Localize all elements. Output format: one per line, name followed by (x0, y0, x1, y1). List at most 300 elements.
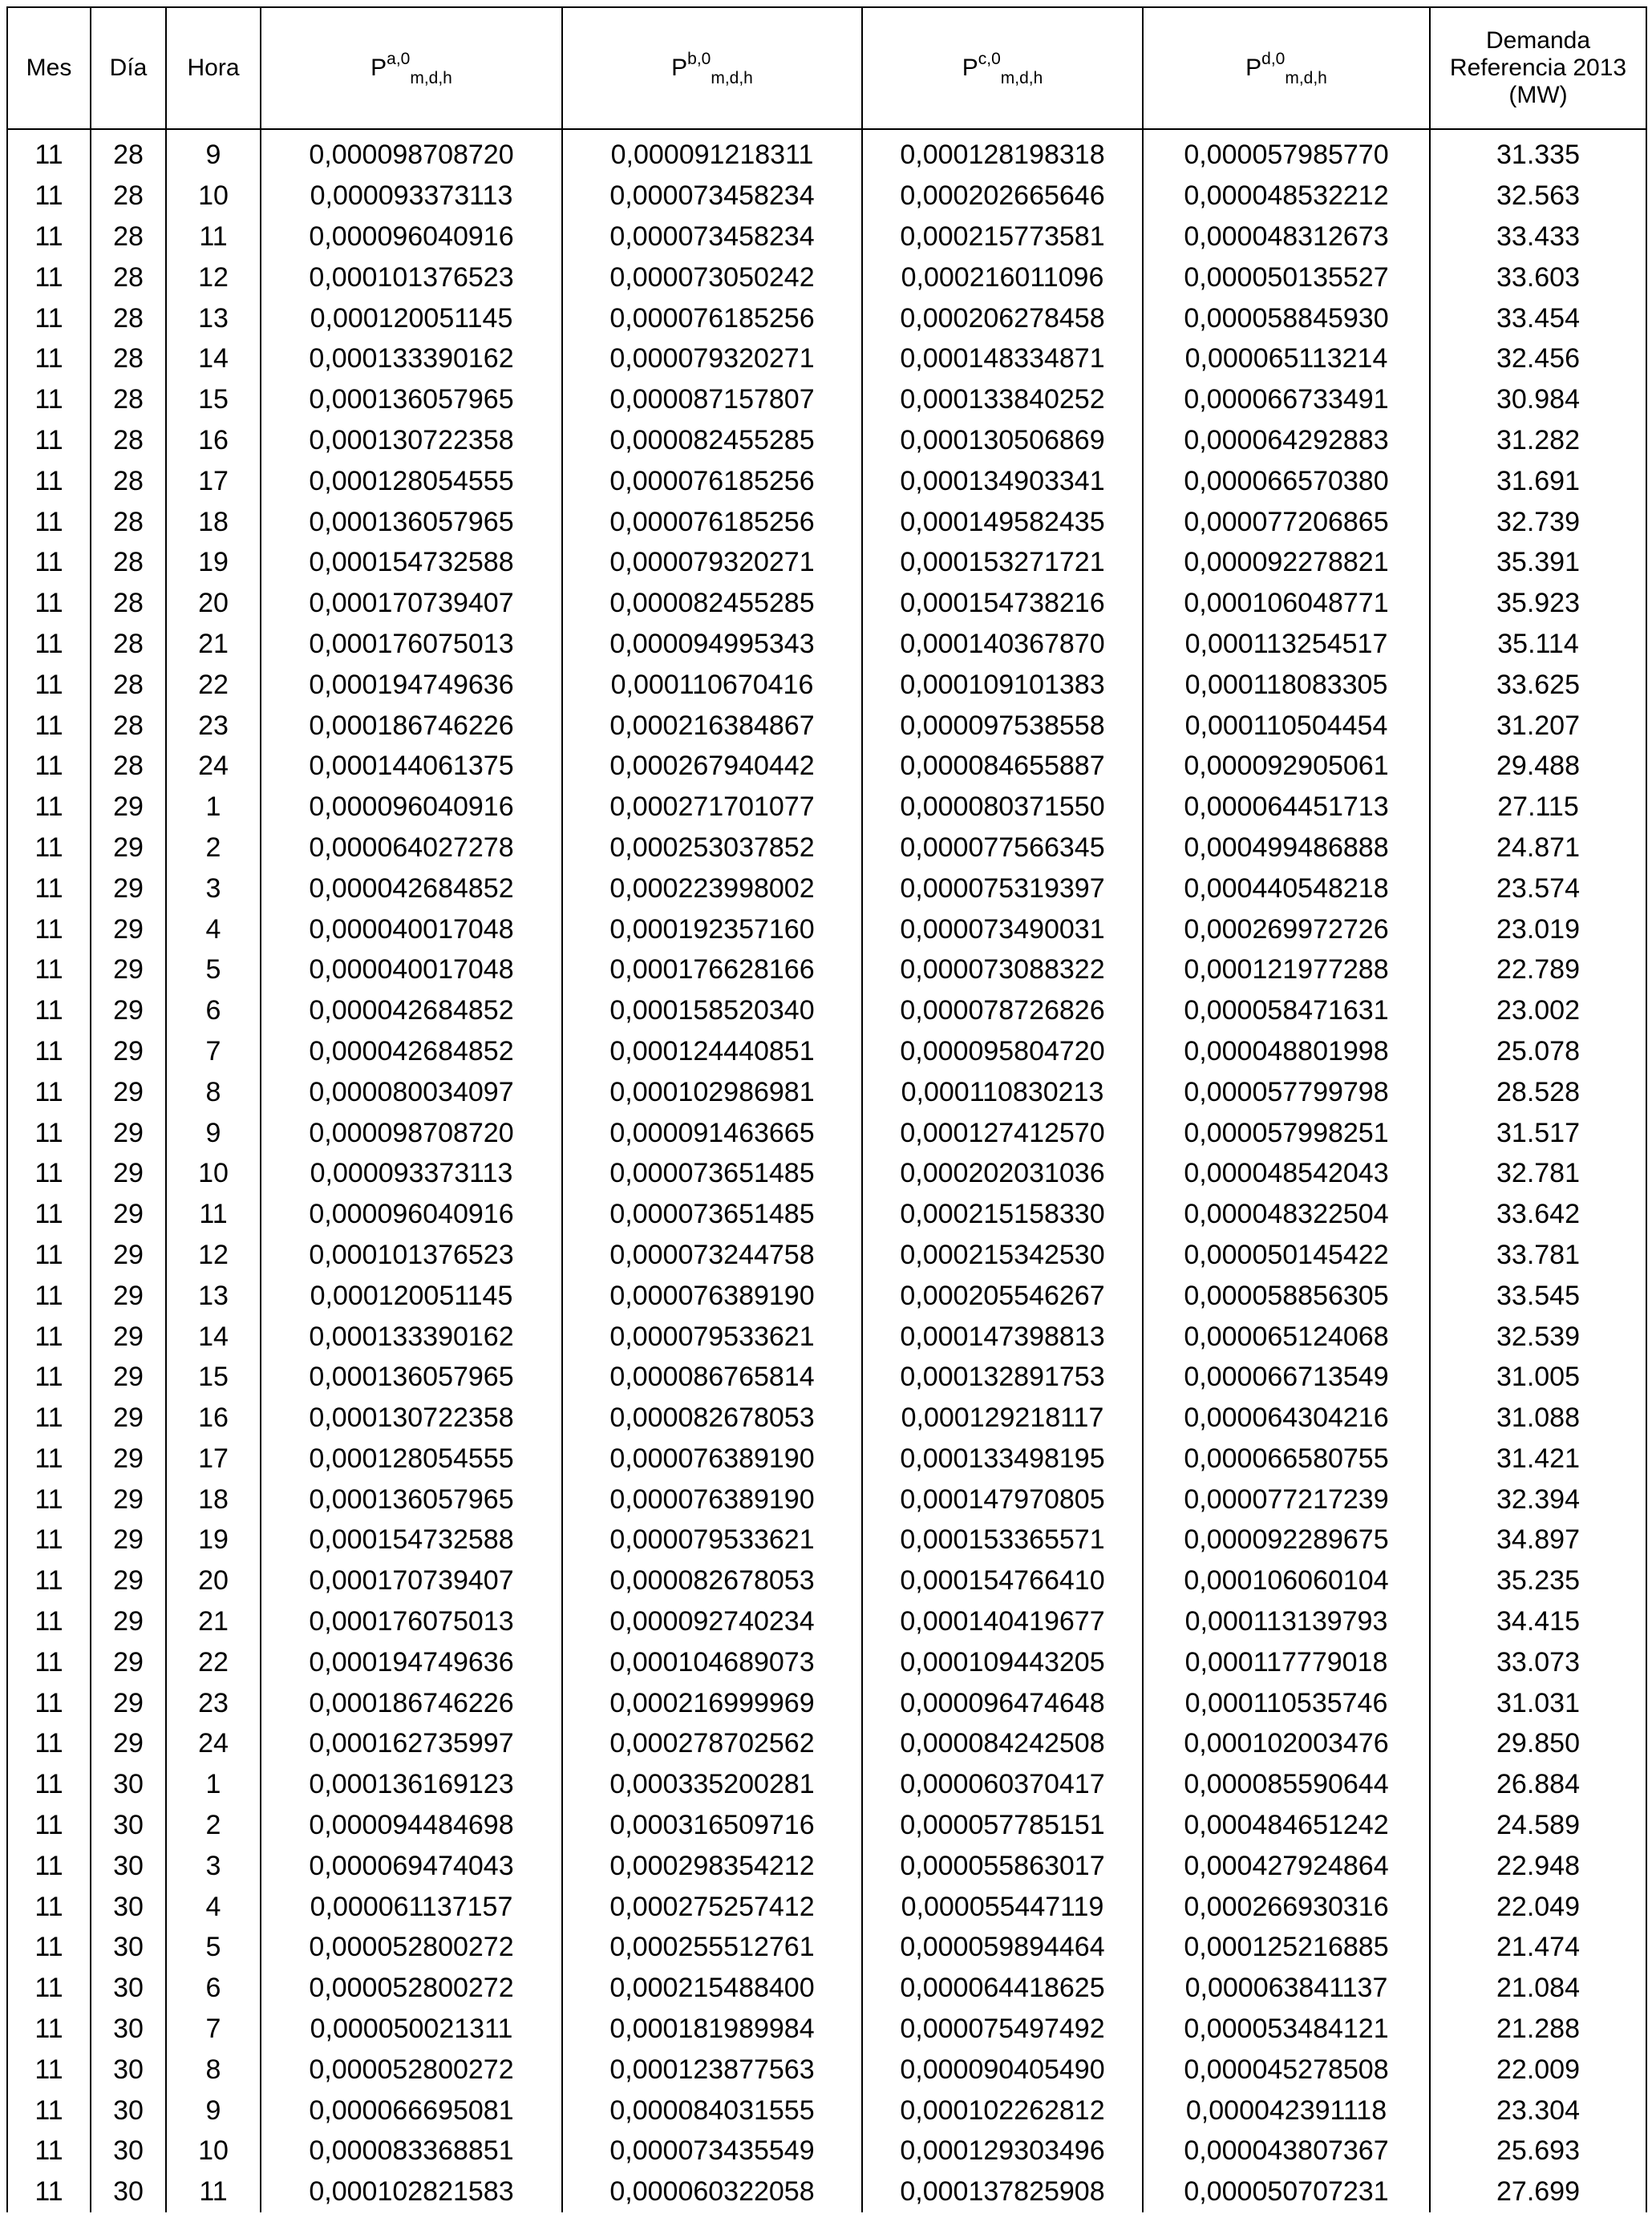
header-pc-base: P (962, 55, 978, 81)
cell-mes: 11 (7, 1357, 91, 1398)
cell-pb: 0,000104689073 (562, 1641, 862, 1682)
cell-pd: 0,000048542043 (1143, 1153, 1430, 1194)
table-row (7, 1479, 1646, 1520)
cell-pa: 0,000093373113 (261, 1153, 562, 1194)
cell-pd: 0,000440548218 (1143, 868, 1430, 909)
cell-pd: 0,000057799798 (1143, 1071, 1430, 1112)
cell-pd: 0,000043807367 (1143, 2131, 1430, 2171)
cell-demanda: 29.850 (1430, 1723, 1646, 1764)
table-row (7, 1805, 1646, 1846)
cell-pa: 0,000052800272 (261, 1968, 562, 2009)
cell-demanda: 31.088 (1430, 1398, 1646, 1439)
cell-hora: 8 (166, 2049, 261, 2090)
cell-pa: 0,000069474043 (261, 1845, 562, 1886)
cell-demanda: 33.625 (1430, 664, 1646, 705)
cell-hora: 17 (166, 1439, 261, 1479)
cell-mes: 11 (7, 1235, 91, 1276)
cell-mes: 11 (7, 1153, 91, 1194)
cell-pb: 0,000158520340 (562, 990, 862, 1031)
header-pd-base: P (1245, 55, 1262, 81)
cell-hora: 4 (166, 909, 261, 949)
cell-hora: 7 (166, 1031, 261, 1072)
cell-dia: 30 (91, 1845, 166, 1886)
cell-demanda: 34.415 (1430, 1601, 1646, 1642)
cell-demanda: 22.009 (1430, 2049, 1646, 2090)
cell-hora: 22 (166, 1641, 261, 1682)
cell-mes: 11 (7, 583, 91, 624)
cell-hora: 9 (166, 135, 261, 176)
cell-pc: 0,000059894464 (862, 1927, 1143, 1968)
cell-pc: 0,000215158330 (862, 1194, 1143, 1235)
cell-pc: 0,000140419677 (862, 1601, 1143, 1642)
cell-mes: 11 (7, 379, 91, 420)
table-row (7, 2009, 1646, 2050)
cell-dia: 29 (91, 828, 166, 868)
cell-demanda: 23.019 (1430, 909, 1646, 949)
cell-mes: 11 (7, 542, 91, 583)
table-row (7, 664, 1646, 705)
table-row (7, 1398, 1646, 1439)
cell-pa: 0,000096040916 (261, 1194, 562, 1235)
cell-dia: 29 (91, 1071, 166, 1112)
cell-demanda: 35.235 (1430, 1560, 1646, 1601)
cell-pc: 0,000077566345 (862, 828, 1143, 868)
cell-mes: 11 (7, 909, 91, 949)
header-pc (862, 7, 1143, 129)
cell-dia: 30 (91, 2090, 166, 2131)
cell-pd: 0,000113254517 (1143, 624, 1430, 665)
table-row (7, 746, 1646, 787)
cell-demanda: 33.433 (1430, 217, 1646, 257)
cell-dia: 28 (91, 624, 166, 665)
cell-pb: 0,000181989984 (562, 2009, 862, 2050)
cell-hora: 4 (166, 1886, 261, 1927)
cell-dia: 30 (91, 2049, 166, 2090)
cell-dia: 28 (91, 420, 166, 461)
cell-pb: 0,000087157807 (562, 379, 862, 420)
cell-mes: 11 (7, 1845, 91, 1886)
cell-hora: 15 (166, 379, 261, 420)
cell-pc: 0,000133840252 (862, 379, 1143, 420)
cell-demanda: 27.115 (1430, 787, 1646, 828)
cell-pd: 0,000110504454 (1143, 705, 1430, 746)
table-row (7, 949, 1646, 990)
cell-mes: 11 (7, 1275, 91, 1316)
table-row (7, 2049, 1646, 2090)
cell-dia: 28 (91, 217, 166, 257)
cell-pb: 0,000073651485 (562, 1153, 862, 1194)
header-hora: Hora (166, 7, 261, 129)
cell-demanda: 28.528 (1430, 1071, 1646, 1112)
cell-pd: 0,000077217239 (1143, 1479, 1430, 1520)
cell-demanda: 25.078 (1430, 1031, 1646, 1072)
cell-dia: 29 (91, 1439, 166, 1479)
cell-dia: 29 (91, 1316, 166, 1357)
cell-pb: 0,000079533621 (562, 1520, 862, 1560)
cell-pd: 0,000066733491 (1143, 379, 1430, 420)
cell-demanda: 31.282 (1430, 420, 1646, 461)
table-row (7, 1439, 1646, 1479)
cell-hora: 3 (166, 1845, 261, 1886)
cell-pc: 0,000205546267 (862, 1275, 1143, 1316)
cell-mes: 11 (7, 257, 91, 297)
cell-pa: 0,000136057965 (261, 379, 562, 420)
cell-pd: 0,000058856305 (1143, 1275, 1430, 1316)
table-row (7, 909, 1646, 949)
cell-mes: 11 (7, 1398, 91, 1439)
cell-pb: 0,000073244758 (562, 1235, 862, 1276)
cell-pb: 0,000102986981 (562, 1071, 862, 1112)
cell-pa: 0,000093373113 (261, 176, 562, 217)
cell-mes: 11 (7, 338, 91, 379)
cell-demanda: 35.114 (1430, 624, 1646, 665)
table-row (7, 1235, 1646, 1276)
table-row (7, 624, 1646, 665)
cell-pd: 0,000066570380 (1143, 460, 1430, 501)
cell-pb: 0,000124440851 (562, 1031, 862, 1072)
cell-hora: 18 (166, 1479, 261, 1520)
cell-mes: 11 (7, 1805, 91, 1846)
cell-mes: 11 (7, 135, 91, 176)
cell-pa: 0,000128054555 (261, 1439, 562, 1479)
table-row (7, 2171, 1646, 2212)
cell-pc: 0,000090405490 (862, 2049, 1143, 2090)
cell-dia: 29 (91, 1641, 166, 1682)
cell-pd: 0,000063841137 (1143, 1968, 1430, 2009)
cell-pc: 0,000134903341 (862, 460, 1143, 501)
cell-pd: 0,000066580755 (1143, 1439, 1430, 1479)
cell-pa: 0,000098708720 (261, 1112, 562, 1153)
cell-pd: 0,000064304216 (1143, 1398, 1430, 1439)
cell-dia: 30 (91, 1968, 166, 2009)
cell-mes: 11 (7, 1601, 91, 1642)
table-row (7, 1520, 1646, 1560)
cell-hora: 14 (166, 1316, 261, 1357)
cell-hora: 20 (166, 1560, 261, 1601)
cell-hora: 12 (166, 257, 261, 297)
cell-pc: 0,000132891753 (862, 1357, 1143, 1398)
header-pa (261, 7, 562, 129)
cell-hora: 9 (166, 2090, 261, 2131)
cell-pb: 0,000073458234 (562, 217, 862, 257)
cell-pb: 0,000215488400 (562, 1968, 862, 2009)
cell-hora: 11 (166, 217, 261, 257)
cell-dia: 29 (91, 909, 166, 949)
cell-pb: 0,000267940442 (562, 746, 862, 787)
cell-pd: 0,000048532212 (1143, 176, 1430, 217)
cell-pb: 0,000335200281 (562, 1764, 862, 1805)
cell-hora: 3 (166, 868, 261, 909)
cell-pd: 0,000048801998 (1143, 1031, 1430, 1072)
cell-demanda: 31.005 (1430, 1357, 1646, 1398)
cell-pb: 0,000110670416 (562, 664, 862, 705)
cell-demanda: 32.563 (1430, 176, 1646, 217)
cell-pd: 0,000048322504 (1143, 1194, 1430, 1235)
cell-demanda: 35.923 (1430, 583, 1646, 624)
cell-mes: 11 (7, 1682, 91, 1723)
cell-pd: 0,000057998251 (1143, 1112, 1430, 1153)
cell-demanda: 31.207 (1430, 705, 1646, 746)
cell-pc: 0,000147398813 (862, 1316, 1143, 1357)
cell-pc: 0,000110830213 (862, 1071, 1143, 1112)
cell-mes: 11 (7, 297, 91, 338)
cell-pb: 0,000298354212 (562, 1845, 862, 1886)
cell-dia: 30 (91, 2131, 166, 2171)
cell-pa: 0,000120051145 (261, 297, 562, 338)
table-row (7, 1723, 1646, 1764)
header-demanda-line2: Referencia 2013 (1449, 55, 1627, 81)
header-demanda-line3: (MW) (1508, 82, 1568, 108)
header-pb-sup: b,0 (687, 50, 711, 68)
cell-pc: 0,000102262812 (862, 2090, 1143, 2131)
cell-pa: 0,000083368851 (261, 2131, 562, 2171)
cell-pd: 0,000066713549 (1143, 1357, 1430, 1398)
cell-pb: 0,000082678053 (562, 1560, 862, 1601)
cell-mes: 11 (7, 949, 91, 990)
cell-pd: 0,000117779018 (1143, 1641, 1430, 1682)
header-pb-sub: m,d,h (711, 69, 753, 87)
cell-pb: 0,000076389190 (562, 1275, 862, 1316)
cell-dia: 30 (91, 2009, 166, 2050)
cell-mes: 11 (7, 501, 91, 542)
cell-pd: 0,000269972726 (1143, 909, 1430, 949)
table-row (7, 217, 1646, 257)
cell-mes: 11 (7, 1723, 91, 1764)
cell-pa: 0,000130722358 (261, 1398, 562, 1439)
cell-demanda: 33.642 (1430, 1194, 1646, 1235)
cell-dia: 28 (91, 135, 166, 176)
cell-hora: 11 (166, 2171, 261, 2212)
cell-pa: 0,000176075013 (261, 1601, 562, 1642)
cell-dia: 29 (91, 868, 166, 909)
table-row (7, 828, 1646, 868)
cell-pa: 0,000154732588 (261, 542, 562, 583)
table-row (7, 583, 1646, 624)
cell-pd: 0,000266930316 (1143, 1886, 1430, 1927)
cell-pc: 0,000084655887 (862, 746, 1143, 787)
cell-pc: 0,000073088322 (862, 949, 1143, 990)
table-row (7, 420, 1646, 461)
cell-demanda: 26.884 (1430, 1764, 1646, 1805)
cell-pc: 0,000060370417 (862, 1764, 1143, 1805)
cell-hora: 17 (166, 460, 261, 501)
cell-pa: 0,000128054555 (261, 460, 562, 501)
cell-hora: 21 (166, 1601, 261, 1642)
cell-pb: 0,000079533621 (562, 1316, 862, 1357)
cell-dia: 29 (91, 1479, 166, 1520)
cell-pa: 0,000042684852 (261, 990, 562, 1031)
cell-hora: 16 (166, 420, 261, 461)
cell-demanda: 32.456 (1430, 338, 1646, 379)
cell-dia: 28 (91, 542, 166, 583)
cell-demanda: 33.781 (1430, 1235, 1646, 1276)
cell-pb: 0,000086765814 (562, 1357, 862, 1398)
cell-pc: 0,000109443205 (862, 1641, 1143, 1682)
cell-pa: 0,000136057965 (261, 1479, 562, 1520)
cell-pd: 0,000050707231 (1143, 2171, 1430, 2212)
cell-hora: 2 (166, 828, 261, 868)
cell-dia: 30 (91, 1764, 166, 1805)
cell-pd: 0,000058471631 (1143, 990, 1430, 1031)
cell-pa: 0,000194749636 (261, 664, 562, 705)
cell-pc: 0,000137825908 (862, 2171, 1143, 2212)
cell-mes: 11 (7, 828, 91, 868)
table-row (7, 1112, 1646, 1153)
cell-dia: 29 (91, 1682, 166, 1723)
cell-pc: 0,000206278458 (862, 297, 1143, 338)
cell-pc: 0,000095804720 (862, 1031, 1143, 1072)
cell-mes: 11 (7, 1071, 91, 1112)
cell-pd: 0,000053484121 (1143, 2009, 1430, 2050)
table-row (7, 2090, 1646, 2131)
cell-pd: 0,000499486888 (1143, 828, 1430, 868)
cell-demanda: 33.603 (1430, 257, 1646, 297)
cell-mes: 11 (7, 664, 91, 705)
cell-pa: 0,000120051145 (261, 1275, 562, 1316)
cell-hora: 9 (166, 1112, 261, 1153)
cell-mes: 11 (7, 1560, 91, 1601)
table-row (7, 1194, 1646, 1235)
table-row (7, 868, 1646, 909)
cell-demanda: 31.691 (1430, 460, 1646, 501)
cell-pa: 0,000170739407 (261, 583, 562, 624)
cell-pc: 0,000153365571 (862, 1520, 1143, 1560)
cell-dia: 29 (91, 1275, 166, 1316)
cell-demanda: 23.574 (1430, 868, 1646, 909)
cell-pd: 0,000106048771 (1143, 583, 1430, 624)
cell-pc: 0,000084242508 (862, 1723, 1143, 1764)
cell-dia: 29 (91, 1112, 166, 1153)
cell-pd: 0,000102003476 (1143, 1723, 1430, 1764)
cell-pc: 0,000075497492 (862, 2009, 1143, 2050)
cell-mes: 11 (7, 1886, 91, 1927)
demand-table (6, 6, 1647, 2212)
cell-dia: 28 (91, 501, 166, 542)
cell-hora: 22 (166, 664, 261, 705)
cell-pa: 0,000042684852 (261, 868, 562, 909)
table-row (7, 1275, 1646, 1316)
cell-demanda: 33.545 (1430, 1275, 1646, 1316)
table-row (7, 176, 1646, 217)
cell-pd: 0,000064451713 (1143, 787, 1430, 828)
cell-pc: 0,000149582435 (862, 501, 1143, 542)
cell-pb: 0,000079320271 (562, 338, 862, 379)
cell-pb: 0,000082455285 (562, 583, 862, 624)
cell-dia: 28 (91, 297, 166, 338)
cell-pc: 0,000075319397 (862, 868, 1143, 909)
table-row (7, 787, 1646, 828)
cell-pc: 0,000153271721 (862, 542, 1143, 583)
cell-pa: 0,000066695081 (261, 2090, 562, 2131)
cell-pb: 0,000073458234 (562, 176, 862, 217)
cell-demanda: 32.394 (1430, 1479, 1646, 1520)
cell-hora: 21 (166, 624, 261, 665)
cell-pd: 0,000092289675 (1143, 1520, 1430, 1560)
cell-pd: 0,000065113214 (1143, 338, 1430, 379)
table-row (7, 257, 1646, 297)
table-row (7, 501, 1646, 542)
cell-pc: 0,000154766410 (862, 1560, 1143, 1601)
cell-demanda: 23.304 (1430, 2090, 1646, 2131)
cell-dia: 30 (91, 1805, 166, 1846)
cell-mes: 11 (7, 2171, 91, 2212)
cell-hora: 15 (166, 1357, 261, 1398)
cell-pa: 0,000098708720 (261, 135, 562, 176)
cell-mes: 11 (7, 176, 91, 217)
cell-pd: 0,000057985770 (1143, 135, 1430, 176)
cell-demanda: 21.084 (1430, 1968, 1646, 2009)
cell-pd: 0,000050145422 (1143, 1235, 1430, 1276)
cell-pb: 0,000271701077 (562, 787, 862, 828)
cell-demanda: 25.693 (1430, 2131, 1646, 2171)
cell-pb: 0,000092740234 (562, 1601, 862, 1642)
cell-dia: 28 (91, 257, 166, 297)
cell-hora: 13 (166, 297, 261, 338)
cell-pc: 0,000148334871 (862, 338, 1143, 379)
cell-pb: 0,000094995343 (562, 624, 862, 665)
header-pa-sub: m,d,h (410, 69, 452, 87)
cell-mes: 11 (7, 1439, 91, 1479)
cell-pc: 0,000129303496 (862, 2131, 1143, 2171)
cell-pc: 0,000216011096 (862, 257, 1143, 297)
table-row (7, 1071, 1646, 1112)
cell-dia: 29 (91, 1398, 166, 1439)
table-row (7, 1641, 1646, 1682)
cell-pa: 0,000176075013 (261, 624, 562, 665)
cell-pc: 0,000055447119 (862, 1886, 1143, 1927)
cell-pb: 0,000079320271 (562, 542, 862, 583)
table-row (7, 1682, 1646, 1723)
cell-pc: 0,000073490031 (862, 909, 1143, 949)
cell-pa: 0,000133390162 (261, 1316, 562, 1357)
cell-pa: 0,000096040916 (261, 217, 562, 257)
cell-demanda: 31.517 (1430, 1112, 1646, 1153)
cell-dia: 28 (91, 583, 166, 624)
header-pd (1143, 7, 1430, 129)
cell-pd: 0,000042391118 (1143, 2090, 1430, 2131)
cell-demanda: 33.073 (1430, 1641, 1646, 1682)
cell-hora: 19 (166, 542, 261, 583)
cell-pd: 0,000113139793 (1143, 1601, 1430, 1642)
cell-demanda: 30.984 (1430, 379, 1646, 420)
cell-mes: 11 (7, 1641, 91, 1682)
cell-pb: 0,000084031555 (562, 2090, 862, 2131)
cell-pb: 0,000076389190 (562, 1479, 862, 1520)
cell-pd: 0,000121977288 (1143, 949, 1430, 990)
table-row (7, 1031, 1646, 1072)
cell-pd: 0,000110535746 (1143, 1682, 1430, 1723)
cell-pd: 0,000064292883 (1143, 420, 1430, 461)
cell-demanda: 22.948 (1430, 1845, 1646, 1886)
cell-pb: 0,000073050242 (562, 257, 862, 297)
cell-pc: 0,000097538558 (862, 705, 1143, 746)
cell-pb: 0,000253037852 (562, 828, 862, 868)
cell-pb: 0,000255512761 (562, 1927, 862, 1968)
cell-pb: 0,000091463665 (562, 1112, 862, 1153)
cell-pc: 0,000057785151 (862, 1805, 1143, 1846)
header-pc-sub: m,d,h (1000, 69, 1043, 87)
cell-pa: 0,000144061375 (261, 746, 562, 787)
header-demanda (1430, 7, 1646, 129)
cell-hora: 6 (166, 1968, 261, 2009)
cell-mes: 11 (7, 787, 91, 828)
cell-mes: 11 (7, 2009, 91, 2050)
cell-pd: 0,000484651242 (1143, 1805, 1430, 1846)
cell-pa: 0,000096040916 (261, 787, 562, 828)
cell-pa: 0,000101376523 (261, 1235, 562, 1276)
cell-mes: 11 (7, 1316, 91, 1357)
cell-dia: 28 (91, 460, 166, 501)
